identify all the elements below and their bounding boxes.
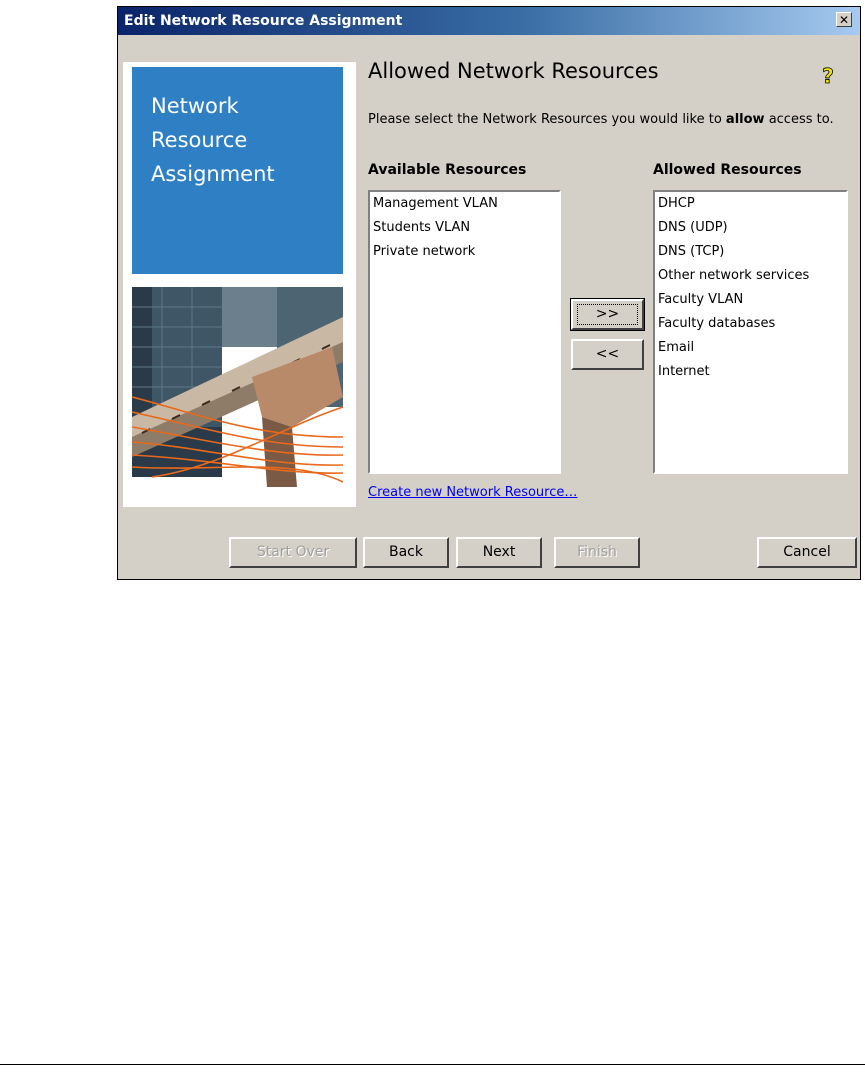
instruction-text xyxy=(368,111,838,128)
dialog-titlebar[interactable] xyxy=(118,7,860,35)
list-item[interactable]: Other network services xyxy=(658,268,810,283)
list-item[interactable]: DNS (UDP) xyxy=(658,220,728,235)
add-resource-label: >> xyxy=(595,306,620,322)
start-over-button[interactable]: Start Over xyxy=(229,537,357,568)
list-item[interactable]: Faculty databases xyxy=(658,316,776,331)
remove-resource-button[interactable] xyxy=(571,339,644,370)
help-icon[interactable] xyxy=(818,65,838,87)
dialog-title: Edit Network Resource Assignment xyxy=(124,13,403,29)
allowed-resources-label: Allowed Resources xyxy=(653,162,802,178)
list-item[interactable]: Private network xyxy=(373,244,476,259)
list-item[interactable]: Internet xyxy=(658,364,710,379)
list-item[interactable]: Students VLAN xyxy=(373,220,471,235)
list-item[interactable]: DHCP xyxy=(658,196,695,211)
wizard-title-line: Assignment xyxy=(151,162,275,186)
wizard-title-box xyxy=(132,67,343,274)
page-title: Allowed Network Resources xyxy=(368,59,659,83)
side-panel xyxy=(123,62,356,507)
focus-indicator xyxy=(577,304,638,325)
list-item[interactable]: DNS (TCP) xyxy=(658,244,725,259)
close-button[interactable] xyxy=(836,12,852,27)
add-resource-button[interactable] xyxy=(571,299,644,330)
list-item[interactable]: Email xyxy=(658,340,695,355)
instruction-suffix: access to. xyxy=(764,112,834,127)
available-resources-label: Available Resources xyxy=(368,162,527,178)
instruction-bold: allow xyxy=(725,112,765,127)
next-button[interactable]: Next xyxy=(456,537,542,568)
wizard-title-line: Resource xyxy=(151,128,248,152)
remove-resource-label: << xyxy=(595,346,620,362)
instruction-prefix: Please select the Network Resources you would like to xyxy=(368,112,726,127)
finish-button[interactable]: Finish xyxy=(554,537,640,568)
list-item[interactable]: Faculty VLAN xyxy=(658,292,744,307)
create-resource-link[interactable]: Create new Network Resource… xyxy=(368,485,578,500)
svg-text:?: ? xyxy=(822,65,834,87)
wizard-title-line: Network xyxy=(151,94,239,118)
back-button[interactable]: Back xyxy=(363,537,449,568)
network-resource-dialog xyxy=(117,6,861,580)
architecture-image xyxy=(132,287,343,487)
allowed-resources-list[interactable] xyxy=(653,190,848,474)
page-divider xyxy=(0,1064,865,1065)
close-icon: ✕ xyxy=(838,13,850,27)
available-resources-list[interactable] xyxy=(368,190,561,474)
cancel-button[interactable]: Cancel xyxy=(757,537,857,568)
list-item[interactable]: Management VLAN xyxy=(373,196,498,211)
